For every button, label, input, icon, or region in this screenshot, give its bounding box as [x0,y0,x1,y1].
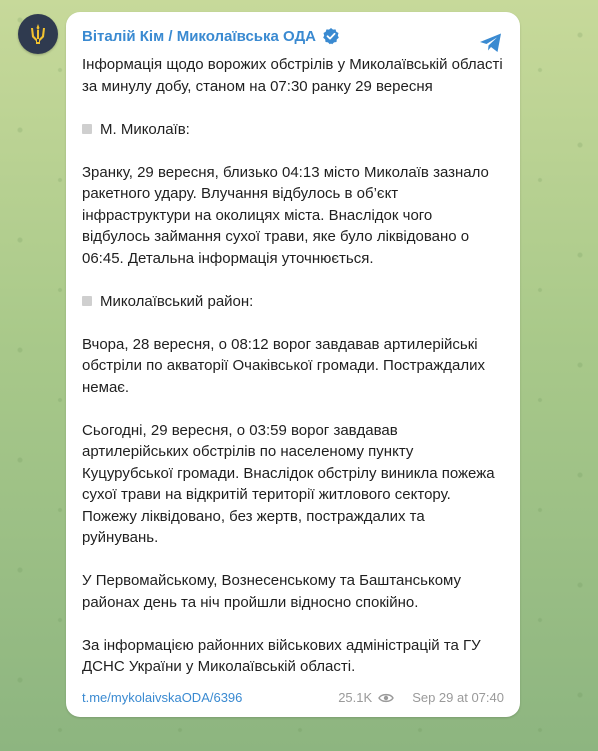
bullet-square-icon [82,296,92,306]
message-paragraph: Вчора, 28 вересня, о 08:12 ворог завдавав артилерійські обстріли по акваторії Очаківської громади. Постраждалих немає. [82,335,485,396]
section-heading [82,291,504,313]
section-heading-label: М. Миколаїв: [100,120,190,138]
message-paragraph: Зранку, 29 вересня, близько 04:13 місто Миколаїв зазнало ракетного удару. Влучання відбулось в об’єкт інфраструктури на околицях міста. Внаслідок чого відбулось займання сухої трави, яке було ліквідовано о 06:45. Детальна інформація уточнюється. [82,163,489,267]
message-bubble [66,12,520,717]
message-date: Sep 29 at 07:40 [412,690,504,705]
section-heading [82,119,504,141]
bullet-square-icon [82,124,92,134]
message-text [82,54,504,678]
message-paragraph: Сьогодні, 29 вересня, о 03:59 ворог завдавав артилерійських обстрілів по населеному пункту Куцурубської громади. Внаслідок обстрілу виникла пожежа сухої трави на відкритій території житлового сектору. Пожежу ліквідовано, без жертв, постраждалих та руйнувань. [82,421,495,546]
message-paragraph: Інформація щодо ворожих обстрілів у Миколаївській області за минулу добу, станом на 07:30 ранку 29 вересня [82,56,503,95]
section-heading-label: Миколаївський район: [100,292,254,310]
message-footer [82,690,504,705]
message-meta [338,690,504,705]
verified-badge-icon [322,27,340,45]
channel-avatar[interactable] [18,14,58,54]
view-count: 25.1K [338,690,373,705]
trident-emblem-icon [26,22,50,46]
channel-name[interactable]: Віталій Кім / Миколаївська ОДА [82,27,317,45]
eye-icon [378,692,394,704]
message-paragraph: У Первомайському, Вознесенському та Баштанському районах день та ніч пройшли відносно спокійно. [82,572,462,611]
message-paragraph: За інформацією районних військових адміністрацій та ГУ ДСНС України у Миколаївській області. [82,636,481,675]
post-link[interactable]: t.me/mykolaivskaODA/6396 [82,690,243,705]
telegram-share-icon[interactable] [478,30,504,56]
message-header [82,26,504,46]
